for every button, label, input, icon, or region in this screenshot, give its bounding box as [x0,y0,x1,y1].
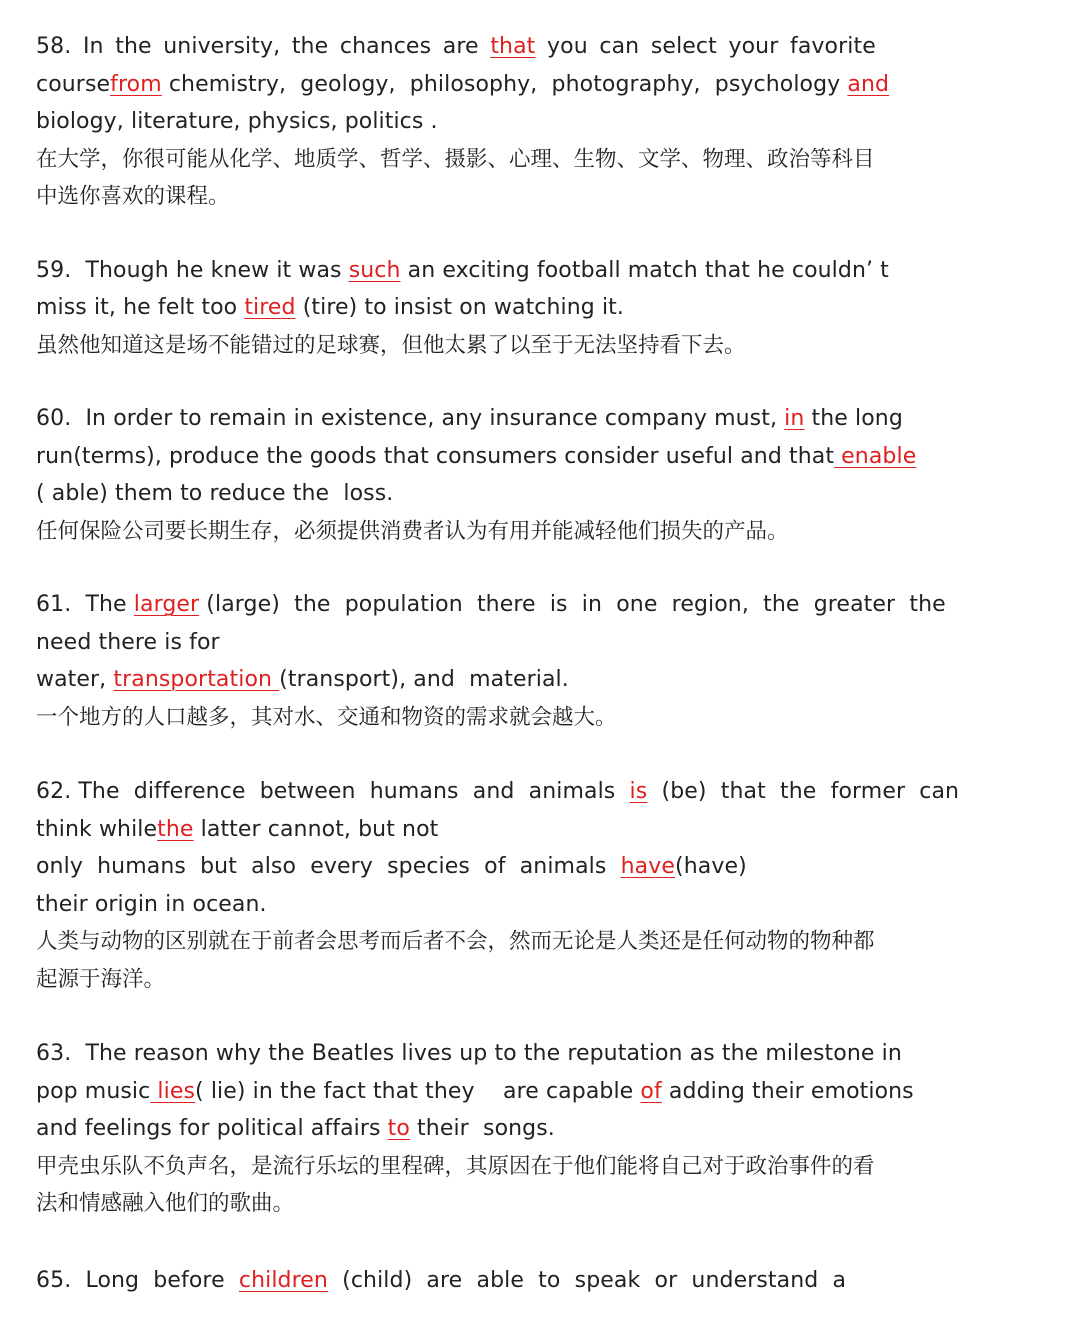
answer-tired: tired [244,295,296,320]
q62-text: (be) that the former can [647,779,960,804]
question-58 [36,28,890,216]
q61-text: (transport), and material. [279,667,569,692]
q58-word: your [728,34,779,59]
question-65 [36,1262,896,1300]
q58-text: course [36,71,111,97]
q65-line-1 [36,1262,896,1300]
q58-word: the [115,34,152,59]
q62-text: only humans but also every species of animals [36,854,621,879]
q59-translation-1: 虽然他知道这是场不能错过的足球赛，但他太累了以至于无法坚持看下去。 [36,332,746,358]
answer-in: in [784,406,805,431]
q63-line-3 [36,1110,896,1148]
q58-word: are [442,34,479,59]
q61-line-3 [36,661,896,699]
q61-text: 61. The [36,592,134,617]
answer-that: that [490,34,536,59]
q62-text: (have) [675,854,747,879]
q61-line-1 [36,586,946,624]
q62-text: think while [36,816,158,842]
q61-text: (large) the population there is in one region, the greater the [199,592,946,617]
q60-translation-1: 任何保险公司要长期生存，必须提供消费者认为有用并能减轻他们损失的产品。 [36,518,789,544]
answer-enable: enable [834,443,917,469]
q63-line-2 [36,1073,914,1111]
q62-line-1 [36,773,960,811]
q63-translation-2: 法和情感融入他们的歌曲。 [36,1191,295,1216]
q59-line-2 [36,289,896,327]
q65-text: (child) are able to speak or understand a [327,1267,847,1293]
answer-such: such [348,257,401,283]
q60-text: the long [804,406,903,431]
question-63 [36,1035,914,1223]
q58-word: In [82,34,104,59]
exercise-page [36,28,960,1335]
q62-line-2 [36,811,896,849]
q58-word: the [291,34,329,59]
q62-text: 62. The difference between humans and animals [36,779,630,804]
q63-text: ( lie) in the fact that they are capable [195,1078,641,1104]
answer-have: have [620,854,676,879]
answer-lies: lies [150,1078,196,1104]
q58-word: 58. [36,34,72,59]
q62-text: latter cannot, but not [193,816,439,842]
q58-word: favorite [790,34,876,59]
answer-larger: larger [133,592,200,617]
q59-text: miss it, he felt too [36,295,245,320]
q58-word: chances [339,34,432,59]
q59-text: (tire) to insist on watching it. [295,295,624,320]
question-59 [36,252,896,365]
q63-translation-1: 甲壳虫乐队不负声名，是流行乐坛的里程碑，其原因在于他们能将自己对于政治事件的看 [36,1153,875,1179]
q62-translation-2: 起源于海洋。 [36,966,166,992]
q60-line-3: ( able) them to reduce the loss. [36,481,394,506]
q63-text: and feelings for political affairs [36,1116,388,1141]
answer-the: the [157,816,194,842]
q61-text: water, [36,667,114,692]
q60-text: run(terms), produce the goods that consumers consider useful and that [36,443,835,469]
q65-text: 65. Long before [36,1267,239,1293]
q61-translation-1: 一个地方的人口越多，其对水、交通和物资的需求就会越大。 [36,704,617,730]
answer-children: children [238,1267,328,1293]
q58-word: you [547,34,588,59]
q58-line-2 [36,66,890,104]
q60-line-2 [36,438,917,476]
q62-translation-1: 人类与动物的区别就在于前者会思考而后者不会，然而无论是人类还是任何动物的物种都 [36,929,875,954]
q58-word: select [650,34,717,59]
q59-text: 59. Though he knew it was [36,257,349,283]
question-61 [36,586,946,736]
q60-text: 60. In order to remain in existence, any insurance company must, [36,406,785,431]
q59-line-1 [36,252,896,290]
q58-line-1 [36,28,876,66]
q63-text: pop music [36,1078,151,1104]
q58-translation-1: 在大学，你很可能从化学、地质学、哲学、摄影、心理、生物、文学、物理、政治等科目 [36,146,875,172]
q63-text: their songs. [409,1116,555,1141]
question-60 [36,400,917,550]
question-62 [36,773,960,998]
answer-and: and [847,71,890,97]
answer-from: from [110,71,162,97]
q62-line-4: their origin in ocean. [36,891,267,917]
q58-line-3: biology, literature, physics, politics . [36,109,438,134]
q63-line-1: 63. The reason why the Beatles lives up to the reputation as the milestone in [36,1041,902,1066]
answer-to: to [387,1116,410,1141]
q61-line-2: need there is for [36,629,220,655]
q59-text: an exciting football match that he couldn’ t [400,257,889,283]
answer-transportation: transportation [113,667,280,692]
answer-is: is [629,779,648,804]
q58-word: university, [163,34,281,59]
q62-line-3 [36,848,896,886]
q63-text: adding their emotions [661,1078,914,1104]
q60-line-1 [36,400,903,438]
q58-text: chemistry, geology, philosophy, photography, psychology [161,71,848,97]
q58-word: can [599,34,640,59]
answer-of: of [640,1078,662,1104]
q58-translation-2: 中选你喜欢的课程。 [36,184,230,209]
